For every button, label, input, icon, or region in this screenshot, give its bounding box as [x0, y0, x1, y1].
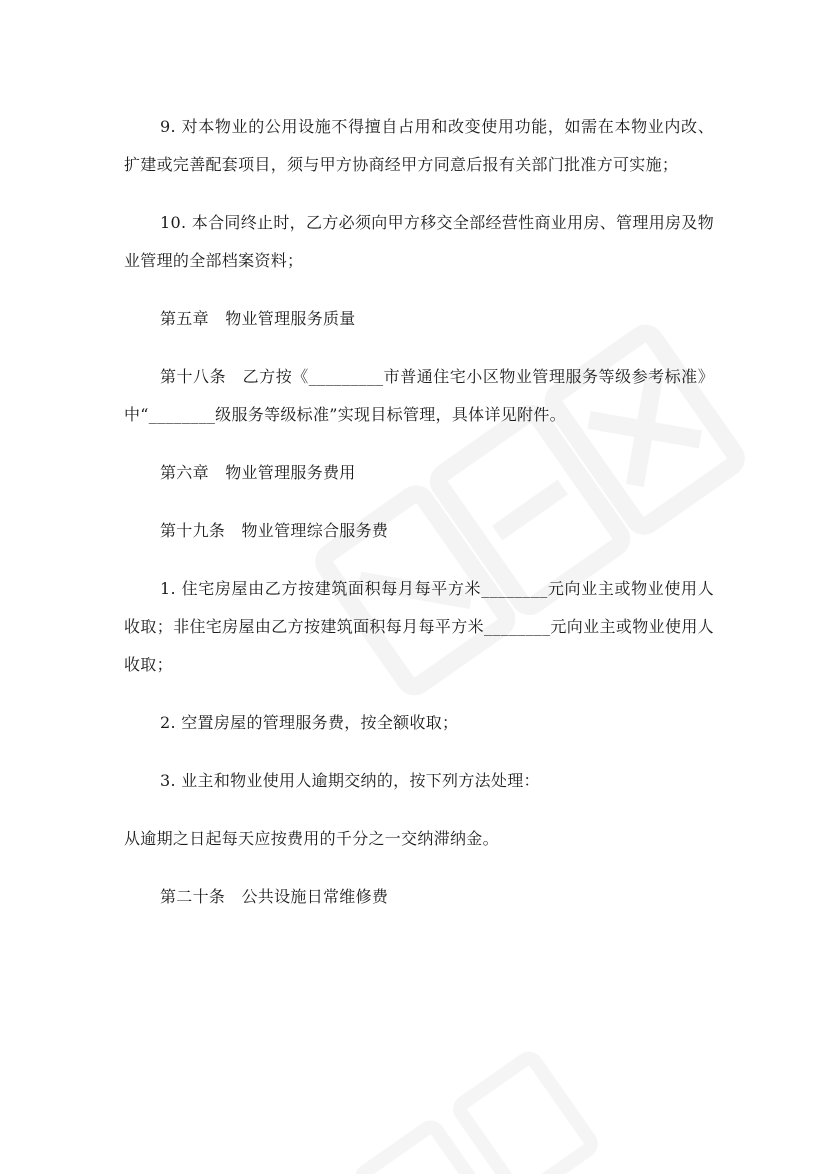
document-body — [124, 108, 714, 936]
article-19-item-3: 3. 业主和物业使用人逾期交纳的，按下列方法处理： — [160, 771, 540, 790]
late-fee-rule: 从逾期之日起每天应按费用的千分之一交纳滞纳金。 — [124, 829, 499, 848]
chapter-5-heading: 第五章 物业管理服务质量 — [160, 309, 356, 328]
article-19-heading: 第十九条 物业管理综合服务费 — [160, 521, 389, 540]
article-19-item-2: 2. 空置房屋的管理服务费，按全额收取； — [160, 713, 459, 732]
article-20-heading: 第二十条 公共设施日常维修费 — [160, 887, 389, 906]
watermark-graphic-bottom — [330, 1040, 630, 1174]
chapter-6-heading: 第六章 物业管理服务费用 — [160, 463, 356, 482]
clause-9: 9. 对本物业的公用设施不得擅自占用和改变使用功能，如需在本物业内改、扩建或完善配套项目，须与甲方协商经甲方同意后报有关部门批准方可实施； — [124, 117, 714, 174]
article-19-item-1: 1. 住宅房屋由乙方按建筑面积每月每平方米________元向业主或物业使用人收取；非住宅房屋由乙方按建筑面积每月每平方米________元向业主或物业使用人收取； — [124, 579, 714, 674]
clause-10: 10. 本合同终止时，乙方必须向甲方移交全部经营性商业用房、管理用房及物业管理的全部档案资料； — [124, 213, 714, 270]
article-18: 第十八条 乙方按《_________市普通住宅小区物业管理服务等级参考标准》中“________级服务等级标准”实现目标管理，具体详见附件。 — [124, 367, 714, 424]
